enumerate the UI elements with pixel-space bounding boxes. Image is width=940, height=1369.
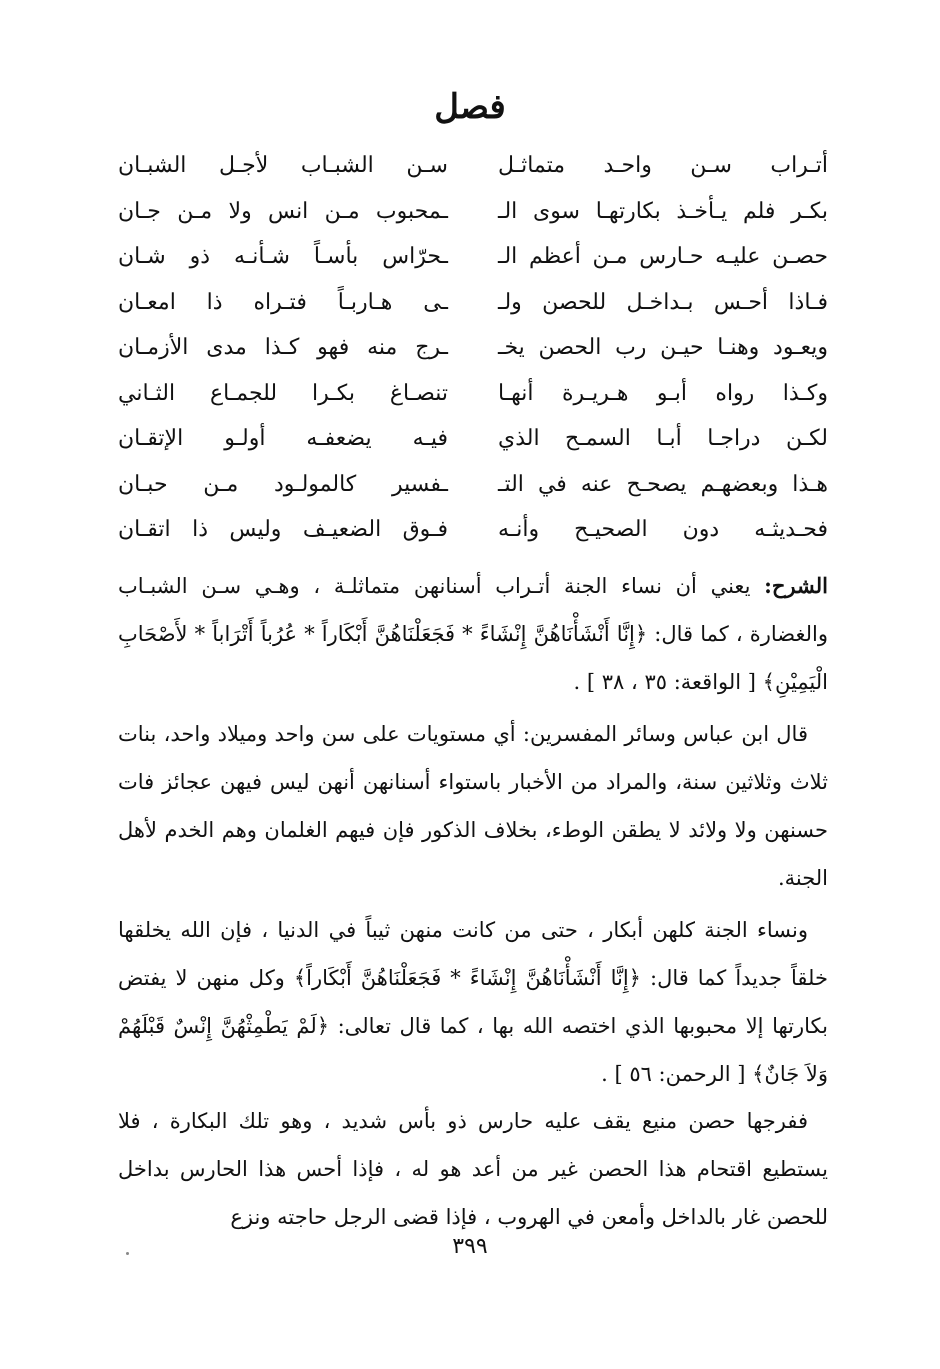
commentary-paragraph — [118, 562, 828, 706]
paragraph-text: ونساء الجنة كلهن أبكار ، حتى من كانت منهن ثيباً في الدنيا ، فإن الله يخلقها خلقاً جديداً كما قال: ﴿إِنَّا أَنْشَأْنَاهُنَّ إِنْشَاءً * فَجَعَلْنَاهُنَّ أَبْكَاراً﴾ وكل منهن لا يفتض بكارتها إلا محبوبها الذي اختصه الله بها ، كما قال تعالى: ﴿لَمْ يَطْمِثْهُنَّ إِنْسٌ قَبْلَهُمْ وَلاَ جَانٌ﴾ [ الرحمن: ٥٦ ] . — [118, 918, 828, 1086]
verse-second-hemistich: ـى هـاربـاً فتـراه ذا امعـان — [118, 289, 448, 315]
verse-second-hemistich: فيـه يضعفـه أولـو الإتقـان — [118, 426, 448, 451]
verse-first-hemistich: وكـذا رواه أبـو هـريـرة أنهـا — [498, 380, 828, 406]
verse — [118, 328, 828, 374]
verse-first-hemistich: لكـن دراجـا أبـا السمـح الذي — [498, 426, 828, 451]
verse — [118, 283, 828, 329]
paragraph-text: ففرجها حصن منيع يقف عليه حارس ذو بأس شديد ، وهو تلك البكارة ، فلا يستطيع اقتحام هذا الحصن غير من أعد هو له ، فإذا أحس هذا الحارس بداخل للحصن غار بالداخل وأمعن في الهروب ، فإذا قضى الرجل حاجته ونزع — [118, 1109, 828, 1229]
fortress-paragraph — [118, 1097, 828, 1241]
tafsir-paragraph — [118, 710, 828, 902]
section-title: فصل — [434, 87, 506, 127]
paragraph-text: يعني أن نساء الجنة أتـراب أسنانهن متماثلـة ، وهـي سـن الشبـاب والغضارة ، كما قال: ﴿إِنَّا أَنْشَأْنَاهُنَّ إِنْشَاءً * فَجَعَلْنَاهُنَّ أَبْكَاراً * عُرُباً أَتْرَاباً * لأَصْحَابِ الْيَمِيْنِ﴾ [ الواقعة: ٣٥ ، ٣٨ ] . — [118, 574, 828, 694]
verse — [118, 465, 828, 511]
verse-second-hemistich: فـوق الضعيـف وليس ذا اتقـان — [118, 517, 448, 542]
paragraph-text: قال ابن عباس وسائر المفسرين: أي مستويات على سن واحد وميلاد واحد، بنات ثلاث وثلاثين سنة، والمراد من الأخبار باستواء أسنانهن أنهن ليس فيهن عجائز فات حسنهن ولا ولائد لا يطقن الوطء، بخلاف الذكور فإن فيهم الغلمان وهم الخدم لأهل الجنة. — [118, 722, 828, 890]
print-speck — [126, 1252, 129, 1255]
commentary-label: الشرح: — [764, 573, 828, 598]
verse — [118, 374, 828, 420]
verse-second-hemistich: تنصـاغ بكـرا للجمـاع الثـاني — [118, 380, 448, 406]
verse — [118, 146, 828, 192]
verse-second-hemistich: ـفسير كالمولـود مـن حبـان — [118, 471, 448, 497]
verse-first-hemistich: حصـن عليـه حـارس مـن أعظم الـ — [498, 244, 828, 269]
verse — [118, 237, 828, 283]
poem-block — [118, 146, 828, 556]
verse-second-hemistich: ـرج منه فهو كـذا مدى الأزمـان — [118, 335, 448, 360]
verse — [118, 510, 828, 556]
verse-first-hemistich: ويعـود وهنـا حيـن رب الحصن يخـ — [498, 335, 828, 360]
verse-second-hemistich: سـن الشبـاب لأجـل الشبـان — [118, 153, 448, 178]
verse-first-hemistich: فحـديثـه دون الصحيـح وأنـه — [498, 517, 828, 542]
virgins-paragraph — [118, 906, 828, 1098]
verse-first-hemistich: بكـر فلم يـأخـذ بكارتهـا سوى الـ — [498, 198, 828, 224]
verse-first-hemistich: هـذا وبعضهـم يصحـح عنه في التـ — [498, 471, 828, 497]
page-number: ٣٩٩ — [452, 1234, 488, 1259]
verse-first-hemistich: فـاذا أحـس بـداخـل للحصن ولـ — [498, 289, 828, 315]
verse-second-hemistich: ـحرّاس بأسـاً شـأنـه ذو شـان — [118, 244, 448, 269]
verse-second-hemistich: ـمحبوب مـن انس ولا مـن جـان — [118, 198, 448, 224]
verse — [118, 192, 828, 238]
verse-first-hemistich: أتـراب سـن واحـد متماثـل — [498, 153, 828, 178]
verse — [118, 419, 828, 465]
